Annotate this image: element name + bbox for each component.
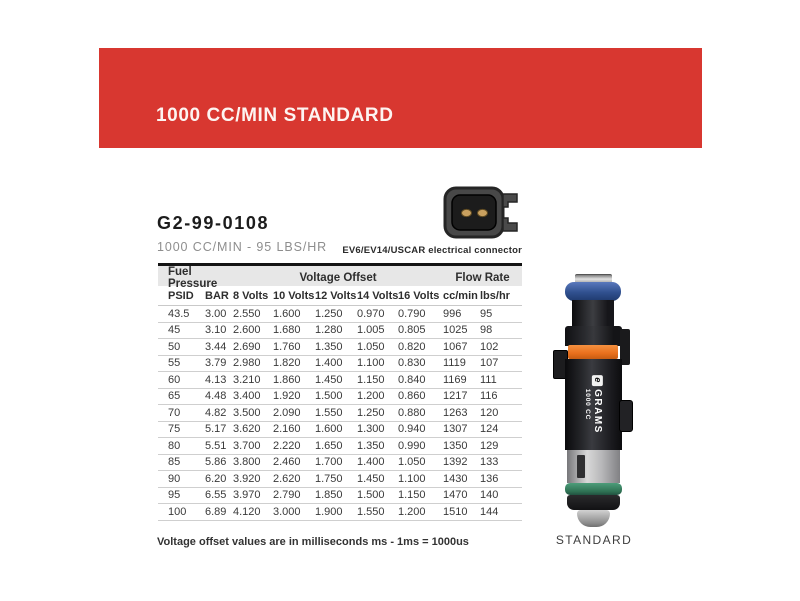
table-cell: 1169 xyxy=(443,373,467,386)
table-cell: 1.250 xyxy=(357,406,385,419)
table-cell: 1.300 xyxy=(357,423,385,436)
table-cell: 12 Volts xyxy=(315,289,357,302)
group-header-voltage-offset: Voltage Offset xyxy=(299,272,377,284)
table-cell: 1.100 xyxy=(398,472,426,485)
table-cell: 0.990 xyxy=(398,439,426,452)
table-cell: 3.210 xyxy=(233,373,261,386)
table-cell: 80 xyxy=(168,439,181,452)
table-cell: 1.005 xyxy=(357,324,385,337)
table-cell: 1.450 xyxy=(357,472,385,485)
table-cell: 4.48 xyxy=(205,390,227,403)
connector-label: EV6/EV14/USCAR electrical connector xyxy=(342,245,522,256)
table-row xyxy=(158,389,522,406)
injector-shoulder xyxy=(565,326,622,346)
ev6-connector-icon xyxy=(443,185,520,240)
table-cell: 144 xyxy=(480,505,499,518)
table-group-header-row xyxy=(158,266,522,290)
table-cell: 3.000 xyxy=(273,505,301,518)
injector-neck xyxy=(572,300,614,327)
table-cell: 120 xyxy=(480,406,499,419)
table-cell: 1.050 xyxy=(398,456,426,469)
table-cell: 133 xyxy=(480,456,499,469)
table-row xyxy=(158,471,522,488)
table-cell: 2.600 xyxy=(233,324,261,337)
table-cell: 1.700 xyxy=(315,456,343,469)
table-cell: 75 xyxy=(168,423,181,436)
table-cell: 996 xyxy=(443,307,462,320)
table-cell: 5.86 xyxy=(205,456,227,469)
table-cell: 1.250 xyxy=(315,307,343,320)
table-cell: 0.880 xyxy=(398,406,426,419)
table-cell: 1119 xyxy=(443,357,466,370)
group-header-fuel-pressure: Fuel Pressure xyxy=(168,266,218,290)
table-cell: 85 xyxy=(168,456,181,469)
table-row xyxy=(158,422,522,439)
table-cell: 1.400 xyxy=(315,357,343,370)
table-cell: 1392 xyxy=(443,456,468,469)
table-cell: 0.830 xyxy=(398,357,426,370)
table-cell: 43.5 xyxy=(168,307,190,320)
table-cell: 6.55 xyxy=(205,489,227,502)
injector-serial-mark xyxy=(577,455,585,478)
table-cell: 3.400 xyxy=(233,390,261,403)
table-cell: 1470 xyxy=(443,489,468,502)
table-cell: 1.920 xyxy=(273,390,301,403)
table-cell: 1.350 xyxy=(357,439,385,452)
injector-caption: STANDARD xyxy=(555,533,633,547)
table-cell: 116 xyxy=(480,390,498,403)
injector-nozzle-tip xyxy=(577,510,610,527)
table-cell: 2.090 xyxy=(273,406,301,419)
table-cell: 95 xyxy=(480,307,493,320)
injector-green-oring xyxy=(565,483,622,495)
table-cell: 1217 xyxy=(443,390,468,403)
table-cell: 1.820 xyxy=(273,357,301,370)
table-cell: 1.860 xyxy=(273,373,301,386)
table-cell: 1.200 xyxy=(357,390,385,403)
table-cell: 107 xyxy=(480,357,499,370)
table-cell: 3.44 xyxy=(205,340,227,353)
table-row xyxy=(158,306,522,323)
table-cell: cc/min xyxy=(443,289,478,302)
part-subtitle: 1000 CC/MIN - 95 LBS/HR xyxy=(157,240,328,254)
table-cell: 70 xyxy=(168,406,181,419)
part-number: G2-99-0108 xyxy=(157,213,270,233)
table-cell: 2.690 xyxy=(233,340,261,353)
table-cell: 0.820 xyxy=(398,340,426,353)
table-row xyxy=(158,455,522,472)
table-cell: 0.940 xyxy=(398,423,426,436)
table-cell: 2.620 xyxy=(273,472,301,485)
table-cell: 1.900 xyxy=(315,505,343,518)
voltage-offset-footnote: Voltage offset values are in milliseconds ms - 1ms = 1000us xyxy=(157,536,469,548)
table-cell: 1.100 xyxy=(357,357,385,370)
table-body xyxy=(158,306,522,521)
table-cell: 4.13 xyxy=(205,373,227,386)
table-cell: 50 xyxy=(168,340,181,353)
injector-image xyxy=(548,272,640,532)
table-cell: PSID xyxy=(168,289,194,302)
table-row xyxy=(158,438,522,455)
table-cell: 2.790 xyxy=(273,489,301,502)
table-row xyxy=(158,339,522,356)
table-cell: 1.280 xyxy=(315,324,343,337)
table-cell: 55 xyxy=(168,357,181,370)
table-cell: 1.500 xyxy=(357,489,385,502)
table-cell: 3.620 xyxy=(233,423,261,436)
table-cell: 16 Volts xyxy=(398,289,440,302)
table-cell: 98 xyxy=(480,324,493,337)
table-cell: 1.760 xyxy=(273,340,301,353)
table-cell: 3.500 xyxy=(233,406,261,419)
table-cell: 6.89 xyxy=(205,505,227,518)
table-cell: 65 xyxy=(168,390,181,403)
table-cell: 3.700 xyxy=(233,439,261,452)
table-cell: 129 xyxy=(480,439,499,452)
table-cell: 1430 xyxy=(443,472,468,485)
brand-text: GRAMS xyxy=(592,389,604,434)
table-cell: 1.680 xyxy=(273,324,301,337)
table-cell: 0.840 xyxy=(398,373,426,386)
table-cell: 10 Volts xyxy=(273,289,315,302)
table-cell: 102 xyxy=(480,340,499,353)
table-cell: 3.970 xyxy=(233,489,261,502)
table-cell: 0.805 xyxy=(398,324,426,337)
size-text: 1000 CC xyxy=(584,388,592,421)
table-cell: 1.600 xyxy=(315,423,343,436)
table-cell: 140 xyxy=(480,489,499,502)
table-row xyxy=(158,488,522,505)
table-cell: 1.350 xyxy=(315,340,343,353)
group-header-flow-rate: Flow Rate xyxy=(455,272,510,284)
table-cell: lbs/hr xyxy=(480,289,510,302)
table-cell: 111 xyxy=(480,373,497,386)
table-cell: 1.050 xyxy=(357,340,385,353)
table-cell: 8 Volts xyxy=(233,289,269,302)
injector-brand-label xyxy=(565,360,622,449)
table-cell: 6.20 xyxy=(205,472,227,485)
table-cell: 3.79 xyxy=(205,357,227,370)
table-cell: 0.790 xyxy=(398,307,426,320)
table-cell: 1.400 xyxy=(357,456,385,469)
table-cell: 3.10 xyxy=(205,324,227,337)
table-cell: 2.550 xyxy=(233,307,261,320)
table-cell: 1.650 xyxy=(315,439,343,452)
table-cell: 1.550 xyxy=(357,505,385,518)
table-cell: 60 xyxy=(168,373,181,386)
table-cell: 1.200 xyxy=(398,505,426,518)
table-cell: 45 xyxy=(168,324,181,337)
table-cell: 2.160 xyxy=(273,423,301,436)
table-cell: 5.51 xyxy=(205,439,227,452)
table-row xyxy=(158,372,522,389)
table-cell: 0.970 xyxy=(357,307,385,320)
grams-logo-icon: e xyxy=(592,375,603,386)
injector-lower-ring xyxy=(567,495,620,510)
table-row xyxy=(158,323,522,340)
table-cell: 1067 xyxy=(443,340,468,353)
table-cell: 1025 xyxy=(443,324,468,337)
table-cell: 1.500 xyxy=(315,390,343,403)
table-cell: 136 xyxy=(480,472,499,485)
table-cell: 4.120 xyxy=(233,505,261,518)
table-cell: 1.550 xyxy=(315,406,343,419)
table-cell: 100 xyxy=(168,505,187,518)
table-cell: 124 xyxy=(480,423,499,436)
table-row xyxy=(158,504,522,521)
table-cell: 14 Volts xyxy=(357,289,399,302)
table-cell: 2.460 xyxy=(273,456,301,469)
injector-blue-oring xyxy=(565,282,621,301)
table-cell: 0.860 xyxy=(398,390,426,403)
table-cell: 3.920 xyxy=(233,472,261,485)
table-cell: 95 xyxy=(168,489,181,502)
table-cell: 1510 xyxy=(443,505,468,518)
injector-orange-band xyxy=(568,345,618,359)
table-cell: 1.600 xyxy=(273,307,301,320)
table-cell: BAR xyxy=(205,289,229,302)
header-banner xyxy=(99,48,702,148)
table-cell: 1.750 xyxy=(315,472,343,485)
table-cell: 1.150 xyxy=(398,489,426,502)
table-cell: 1263 xyxy=(443,406,468,419)
table-cell: 2.220 xyxy=(273,439,301,452)
table-cell: 1307 xyxy=(443,423,468,436)
table-row xyxy=(158,405,522,422)
table-cell: 1.450 xyxy=(315,373,343,386)
table-cell: 1.850 xyxy=(315,489,343,502)
table-cell: 90 xyxy=(168,472,181,485)
injector-metal-band xyxy=(567,450,620,483)
table-row xyxy=(158,356,522,373)
table-cell: 2.980 xyxy=(233,357,261,370)
table-cell: 3.800 xyxy=(233,456,261,469)
table-column-header-row xyxy=(158,286,522,306)
page-title: 1000 CC/MIN STANDARD xyxy=(156,105,394,126)
table-cell: 1350 xyxy=(443,439,468,452)
table-cell: 3.00 xyxy=(205,307,227,320)
spec-table xyxy=(158,263,522,521)
table-cell: 1.150 xyxy=(357,373,385,386)
table-cell: 5.17 xyxy=(205,423,227,436)
table-cell: 4.82 xyxy=(205,406,227,419)
